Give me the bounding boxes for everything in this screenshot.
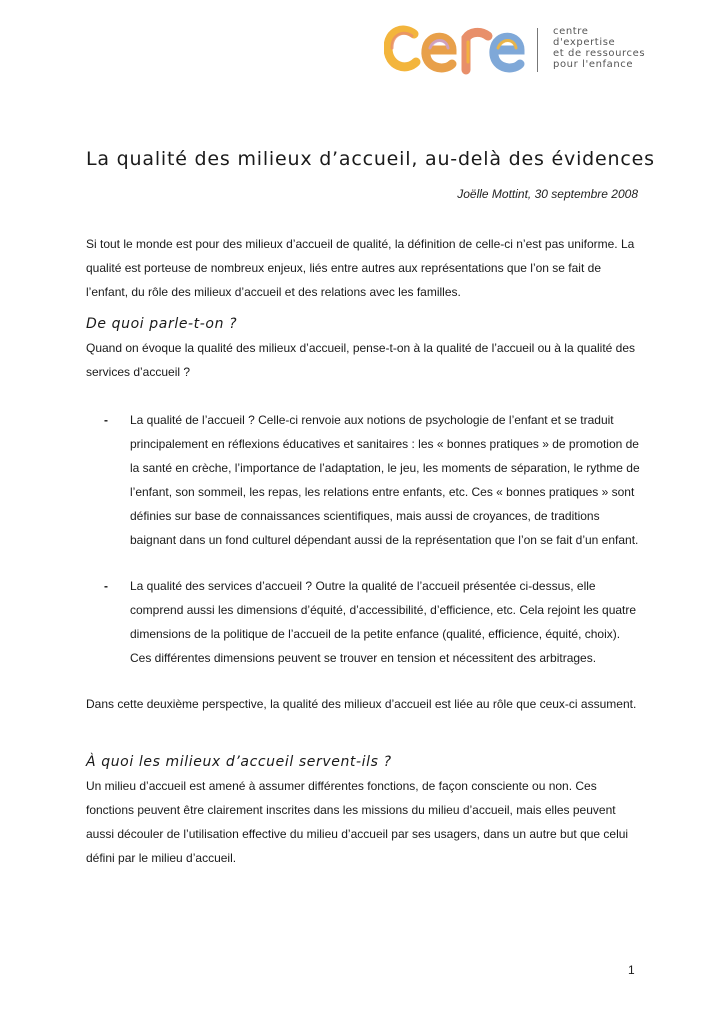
section-body-paragraph: Un milieu d’accueil est amené à assumer différentes fonctions, de façon consciente ou non. Ces fonctions peuvent être clairement inscrites dans les missions du milieu d’accueil, mais elles peuvent aussi découler de l’utilisation effective du milieu d’accueil par ses usagers, dans un autre but que celui défini par le milieu d’accueil. [86,779,629,865]
cere-wordmark-graphic [384,22,534,78]
document-title: La qualité des milieux d’accueil, au-delà des évidences [86,148,655,170]
intro-paragraph: Si tout le monde est pour des milieux d’accueil de qualité, la définition de celle-ci n’est pas uniforme. La qualité est porteuse de nombreux enjeux, liés entre autres aux représentations que l’on se fait de l’enfant, du rôle des milieux d’accueil et des relations avec les familles. [86,237,635,299]
bullet-text: La qualité des services d’accueil ? Outre la qualité de l’accueil présentée ci-dessus, elle comprend aussi les dimensions d’équité, d’accessibilité, d’efficience, etc. Cela rejoint les quatre dimensions de la politique de l’accueil de la petite enfance (qualité, efficience, équité, choix). Ces différentes dimensions peuvent se trouver en tension et nécessitent des arbitrages. [130,579,637,665]
logo-tagline-line: pour l'enfance [553,59,634,70]
logo-tagline [553,26,645,70]
document-byline: Joëlle Mottint, 30 septembre 2008 [457,187,638,201]
bullet-dash: - [104,413,108,427]
section-heading-definition: De quoi parle-t-on ? [86,316,238,332]
bullet-dash: - [104,579,108,593]
bullet-text: La qualité de l’accueil ? Celle-ci renvoie aux notions de psychologie de l’enfant et se traduit principalement en réflexions éducatives et sanitaires : les « bonnes pratiques » de promotion de la santé en crèche, l’importance de l’adaptation, le jeu, les moments de séparation, le rythme de l’enfant, son sommeil, les repas, les relations entre enfants, etc. Ces « bonnes pratiques » sont définies sur base de connaissances scientifiques, mais aussi de croyances, de traditions baignant dans un fond culturel dépendant aussi de la représentation que l’on se fait d’un enfant. [130,413,640,547]
logo-tagline-line: et de ressources [553,48,646,59]
logo-tagline-line: centre [553,26,589,37]
page-number: 1 [628,963,635,977]
logo-tagline-line: d'expertise [553,37,616,48]
list-item [86,574,642,670]
section-heading-purpose: À quoi les milieux d’accueil servent-ils ? [86,754,392,770]
list-item [86,408,642,552]
logo-divider [537,28,538,72]
section-closing-paragraph: Dans cette deuxième perspective, la qualité des milieux d’accueil est liée au rôle que ceux-ci assument. [86,697,637,711]
cere-logo [384,22,654,78]
section-lead-paragraph: Quand on évoque la qualité des milieux d’accueil, pense-t-on à la qualité de l’accueil ou à la qualité des services d’accueil ? [86,341,636,379]
quality-bullet-list [86,408,642,670]
document-body [86,232,642,870]
